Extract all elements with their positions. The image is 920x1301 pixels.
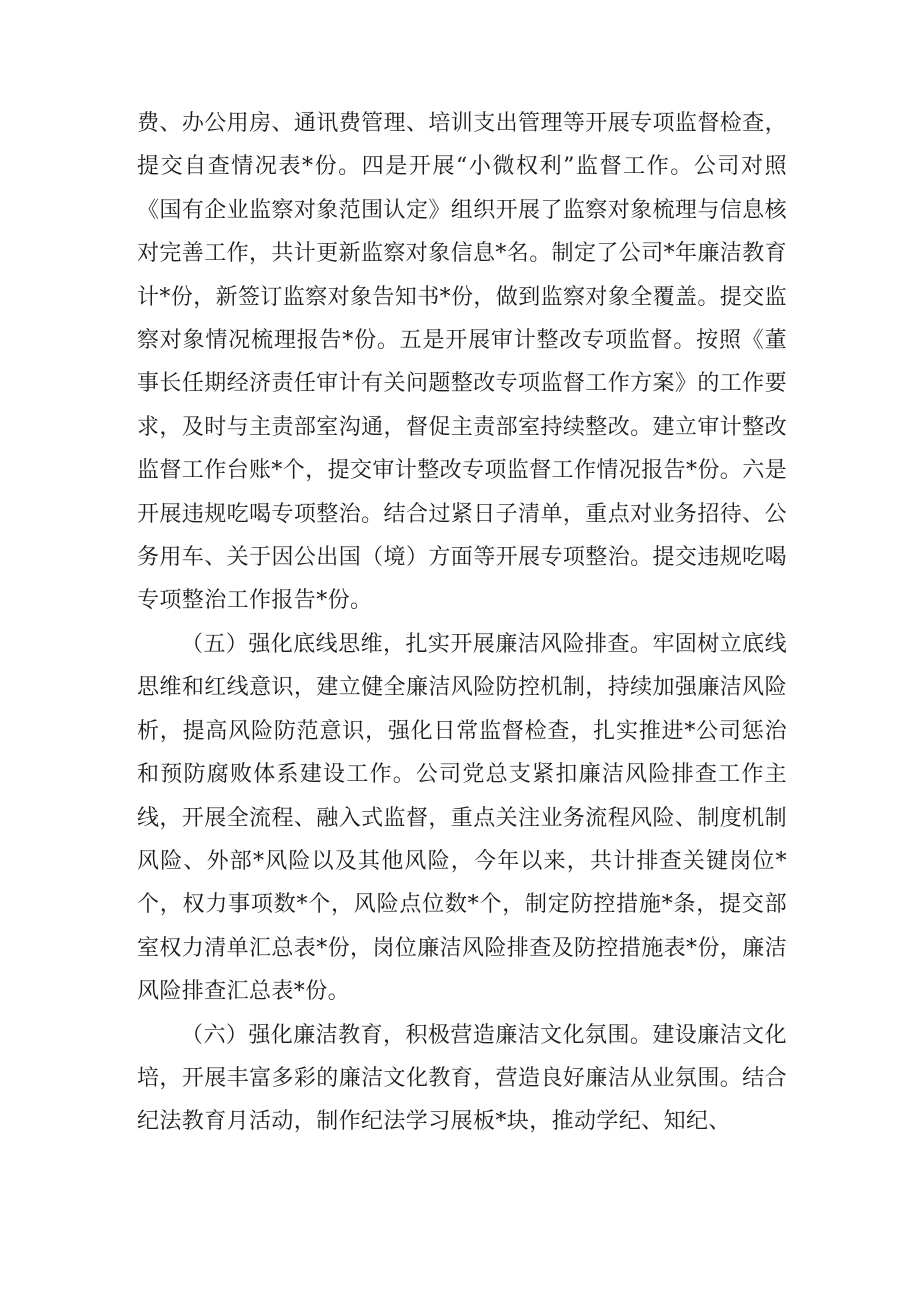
paragraph-continuation: 费、办公用房、通讯费管理、培训支出管理等开展专项监督检查，提交自查情况表*份。四是开展“小微权利”监督工作。公司对照《国有企业监察对象范围认定》组织开展了监察对象梳理与信息核对完善工作，共计更新监察对象信息*名。制定了公司*年廉洁教育计*份，新签订监察对象告知书*份，做到监察对象全覆盖。提交监察对象情况梳理报告*份。五是开展审计整改专项监督。按照《董事长任期经济责任审计有关问题整改专项监督工作方案》的工作要求，及时与主责部室沟通，督促主责部室持续整改。建立审计整改监督工作台账*个，提交审计整改专项监督工作情况报告*份。六是开展违规吃喝专项整治。结合过紧日子清单，重点对业务招待、公务用车、关于因公出国（境）方面等开展专项整治。提交违规吃喝专项整治工作报告*份。 <box>137 111 788 614</box>
document-body <box>137 102 787 1144</box>
paragraph-section-5: （五）强化底线思维，扎实开展廉洁风险排查。牢固树立底线思维和红线意识，建立健全廉洁风险防控机制，持续加强廉洁风险析，提高风险防范意识，强化日常监督检查，扎实推进*公司惩治和预防腐败体系建设工作。公司党总支紧扣廉洁风险排查工作主线，开展全流程、融入式监督，重点关注业务流程风险、制度机制风险、外部*风险以及其他风险，今年以来，共计排查关键岗位*个，权力事项数*个，风险点位数*个，制定防控措施*条，提交部室权力清单汇总表*份，岗位廉洁风险排查及防控措施表*份，廉洁风险排查汇总表*份。 <box>137 631 788 1005</box>
paragraph-section-6: （六）强化廉洁教育，积极营造廉洁文化氛围。建设廉洁文化培，开展丰富多彩的廉洁文化教育，营造良好廉洁从业氛围。结合纪法教育月活动，制作纪法学习展板*块，推动学纪、知纪、 <box>137 1022 787 1135</box>
